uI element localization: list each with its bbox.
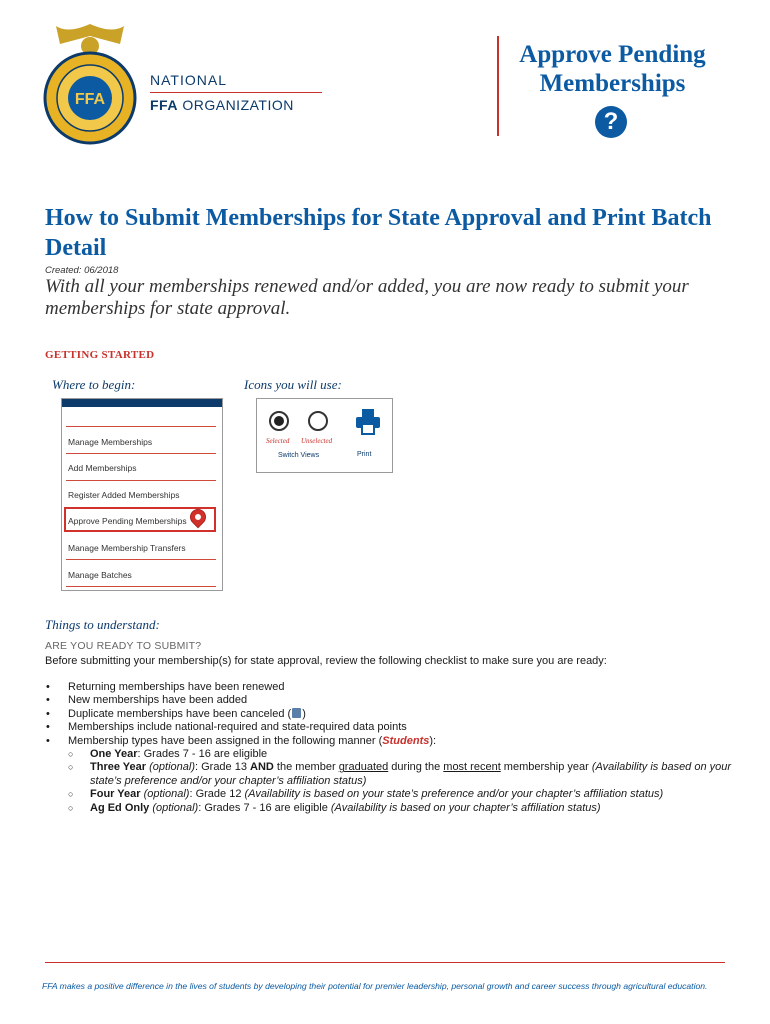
list-item: • Duplicate memberships have been canceled ( ) xyxy=(46,707,306,720)
list-item-text: ): xyxy=(429,734,437,747)
menu-screenshot xyxy=(61,398,223,591)
ready-subheading: ARE YOU READY TO SUBMIT? xyxy=(45,640,202,652)
list-item: • New memberships have been added xyxy=(46,694,248,707)
students-emphasis: Students xyxy=(382,734,430,747)
optional-note: (optional) xyxy=(146,761,195,774)
sub-item-text: during the xyxy=(388,761,444,774)
optional-note: (optional) xyxy=(140,788,190,801)
checklist-lead: Before submitting your membership(s) for state approval, review the following checklist to make sure you are ready: xyxy=(45,655,607,667)
sub-item-text: : Grade 13 xyxy=(194,761,251,774)
menu-divider xyxy=(66,480,216,481)
membership-type: Ag Ed Only xyxy=(90,801,150,814)
help-icon[interactable]: ? xyxy=(595,106,627,138)
availability-note: (Availability is based on your chapter’s affiliation status) xyxy=(330,801,601,814)
availability-note: (Availability is based on your state’s preference and/or your chapter’s affiliation status) xyxy=(90,761,732,787)
org-line1: NATIONAL xyxy=(150,72,227,88)
selected-label: Selected xyxy=(266,437,290,445)
trash-icon xyxy=(292,708,301,718)
document-title: How to Submit Memberships for State Approval and Print Batch Detail xyxy=(45,205,712,261)
membership-type: Three Year xyxy=(90,761,147,774)
header-title xyxy=(505,40,720,98)
sub-item-text: : Grade 12 xyxy=(189,788,245,801)
menu-divider xyxy=(66,559,216,560)
list-item-text: Duplicate memberships have been canceled ( xyxy=(68,707,292,720)
most-recent-underline: most recent xyxy=(443,761,501,774)
sub-list-item: ○ One Year: Grades 7 - 16 are eligible xyxy=(68,748,268,761)
org-line2-rest: ORGANIZATION xyxy=(177,97,294,113)
menu-header-bar xyxy=(62,399,222,407)
list-item-text: Returning memberships have been renewed xyxy=(68,681,285,693)
list-item: • Memberships include national-required and state-required data points xyxy=(46,721,407,734)
header-divider xyxy=(497,36,499,136)
sub-item-text: the member xyxy=(273,761,339,774)
membership-type: Four Year xyxy=(90,788,141,801)
org-line2 xyxy=(150,97,322,113)
menu-item-add-memberships[interactable]: Add Memberships xyxy=(68,463,137,473)
sub-item-text: : Grades 7 - 16 are eligible xyxy=(137,748,268,761)
list-item-text: ) xyxy=(302,707,306,720)
icons-label: Icons you will use: xyxy=(244,377,342,392)
emblem-text: FFA xyxy=(74,91,106,108)
list-item-text: Memberships include national-required and state-required data points xyxy=(68,721,407,734)
printer-icon[interactable] xyxy=(356,409,380,435)
menu-item-manage-membership-transfers[interactable]: Manage Membership Transfers xyxy=(68,543,186,553)
icons-screenshot xyxy=(256,398,393,473)
radio-selected-icon[interactable] xyxy=(269,411,289,431)
membership-type: One Year xyxy=(90,748,138,761)
sub-item-text: : Grades 7 - 16 are eligible xyxy=(198,801,331,814)
menu-divider xyxy=(66,426,216,427)
switch-views-label: Switch Views xyxy=(278,452,320,459)
menu-divider xyxy=(66,453,216,454)
sub-list-item: ○ Three Year (optional): Grade 13 AND the member graduated during the most recent membership year (Availability is based on your state’s preference and/or your chapter’s affiliation status) xyxy=(68,761,732,787)
optional-note: (optional) xyxy=(149,801,199,814)
ffa-emblem-logo xyxy=(42,22,138,146)
and-emphasis: AND xyxy=(250,761,274,774)
where-to-begin-label: Where to begin: xyxy=(52,377,136,392)
sub-list-item: ○ Ag Ed Only (optional): Grades 7 - 16 are eligible (Availability is based on your chapter’s affiliation status) xyxy=(68,801,601,814)
sub-list-item: ○ Four Year (optional): Grade 12 (Availability is based on your state’s preference and/or your chapter’s affiliation status) xyxy=(68,788,664,801)
menu-divider xyxy=(66,586,216,587)
org-divider xyxy=(150,92,322,93)
availability-note: (Availability is based on your state’s preference and/or your chapter’s affiliation status) xyxy=(244,788,664,801)
checklist xyxy=(45,681,735,815)
header-title-line1: Approve Pending xyxy=(519,41,706,68)
header-title-line2: Memberships xyxy=(539,70,686,97)
unselected-label: Unselected xyxy=(301,437,333,445)
menu-item-register-added-memberships[interactable]: Register Added Memberships xyxy=(68,490,180,500)
graduated-underline: graduated xyxy=(338,761,389,774)
things-to-understand-heading: Things to understand: xyxy=(45,617,160,632)
footer-divider xyxy=(45,962,725,963)
sub-item-text: membership year xyxy=(500,761,592,774)
menu-item-manage-batches[interactable]: Manage Batches xyxy=(68,570,132,580)
created-date: Created: 06/2018 xyxy=(45,265,119,276)
list-item-text: Membership types have been assigned in the following manner ( xyxy=(68,734,383,747)
menu-item-manage-memberships[interactable]: Manage Memberships xyxy=(68,437,153,447)
list-item: • Returning memberships have been renewed xyxy=(46,681,285,693)
list-item: • Membership types have been assigned in the following manner (Students): xyxy=(46,734,437,747)
organization-name xyxy=(150,72,322,113)
section-heading: GETTING STARTED xyxy=(45,349,155,361)
list-item-text: New memberships have been added xyxy=(68,694,248,707)
menu-item-approve-pending-memberships[interactable]: Approve Pending Memberships xyxy=(68,516,187,526)
org-line2-bold: FFA xyxy=(150,97,178,113)
print-label: Print xyxy=(357,451,372,458)
radio-unselected-icon[interactable] xyxy=(308,411,328,431)
footer-mission: FFA makes a positive difference in the lives of students by developing their potential for premier leadership, personal growth and career success through agricultural education. xyxy=(42,981,708,991)
intro-text: With all your memberships renewed and/or added, you are now ready to submit your memberships for state approval. xyxy=(45,276,689,319)
